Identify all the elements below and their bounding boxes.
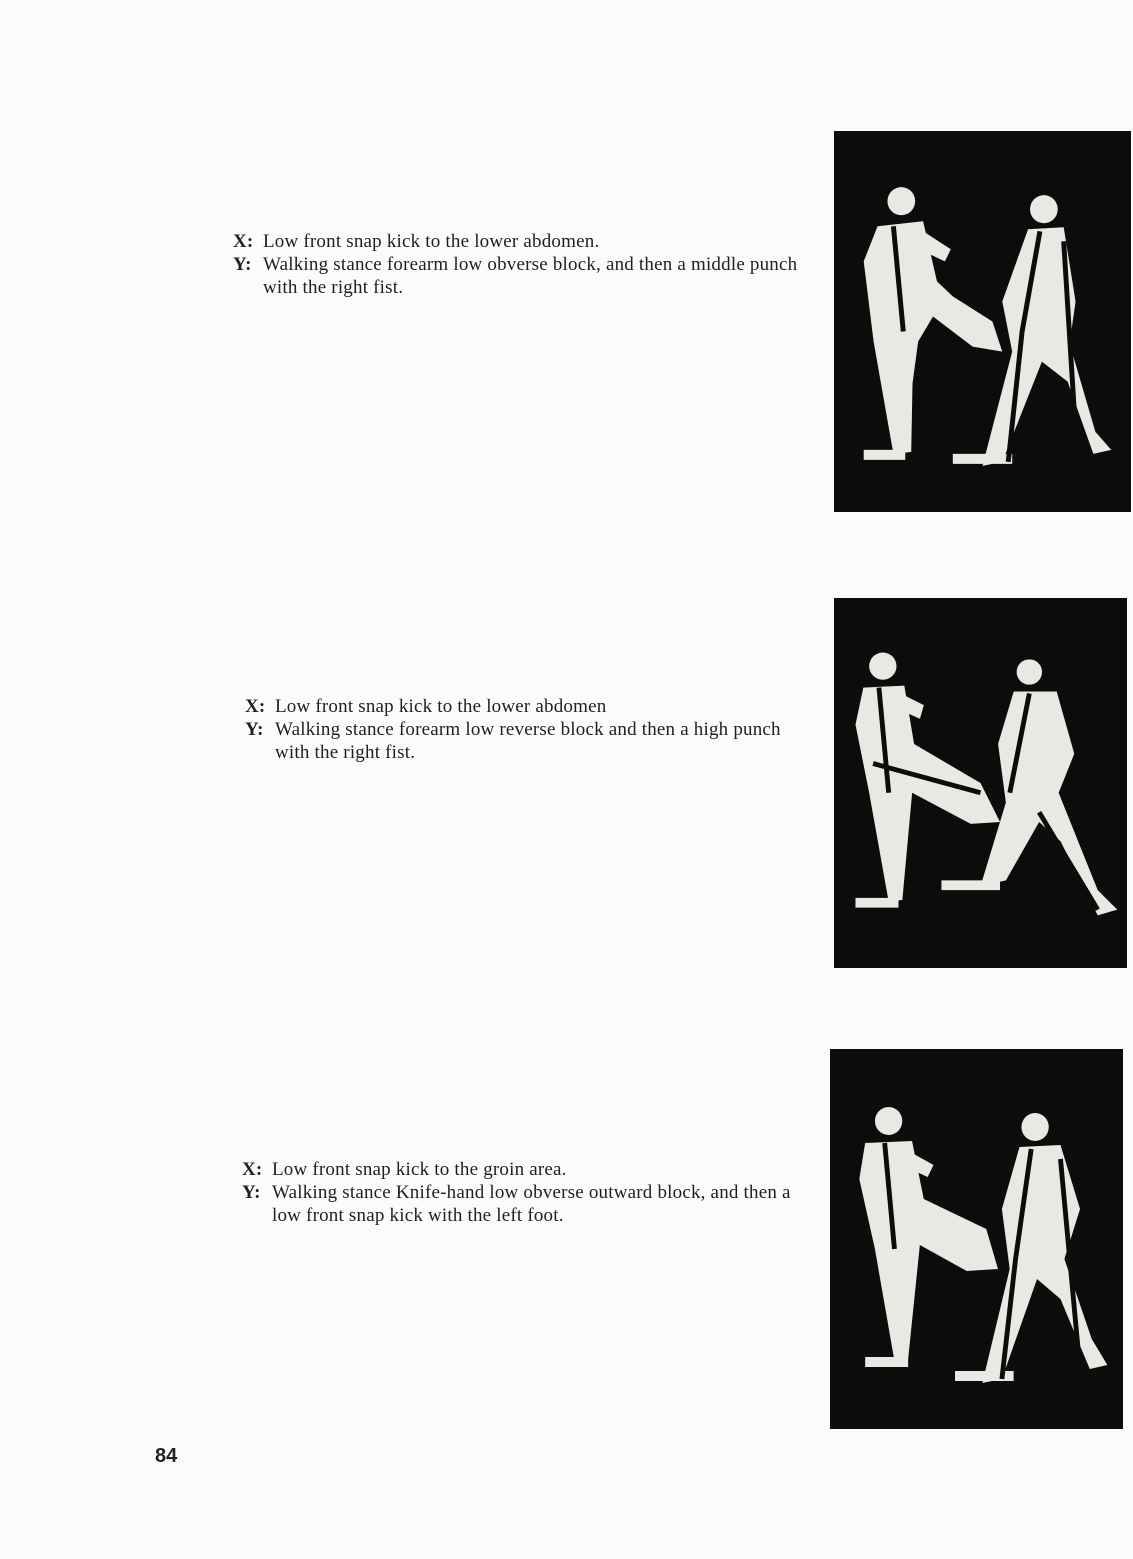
technique-caption-3 [242,1158,812,1227]
sparring-figures-graphic [830,1049,1123,1429]
defender-text: Walking stance Knife-hand low obverse outward block, and then a low front snap kick with the left foot. [272,1182,791,1226]
attacker-label: X: [242,1159,263,1180]
defender-text: Walking stance forearm low obverse block, and then a middle punch with the right fist. [263,254,798,298]
attacker-line [245,695,815,718]
attacker-label: X: [233,231,254,252]
sparring-figures-graphic [834,131,1131,512]
page-number: 84 [155,1445,178,1467]
attacker-line [242,1158,812,1181]
technique-photo-3 [830,1049,1123,1429]
technique-caption-2 [245,695,815,764]
defender-label: Y: [242,1182,261,1203]
sparring-figures-graphic [834,598,1127,968]
attacker-text: Low front snap kick to the lower abdomen. [263,231,600,252]
attacker-line [233,230,803,253]
defender-line [242,1181,812,1227]
attacker-text: Low front snap kick to the lower abdomen [275,696,607,717]
attacker-text: Low front snap kick to the groin area. [272,1159,567,1180]
defender-label: Y: [245,719,264,740]
defender-line [233,253,803,299]
defender-text: Walking stance forearm low reverse block and then a high punch with the right fist. [275,719,781,763]
attacker-label: X: [245,696,266,717]
defender-line [245,718,815,764]
technique-photo-1 [834,131,1131,512]
technique-photo-2 [834,598,1127,968]
defender-label: Y: [233,254,252,275]
technique-caption-1 [233,230,803,299]
